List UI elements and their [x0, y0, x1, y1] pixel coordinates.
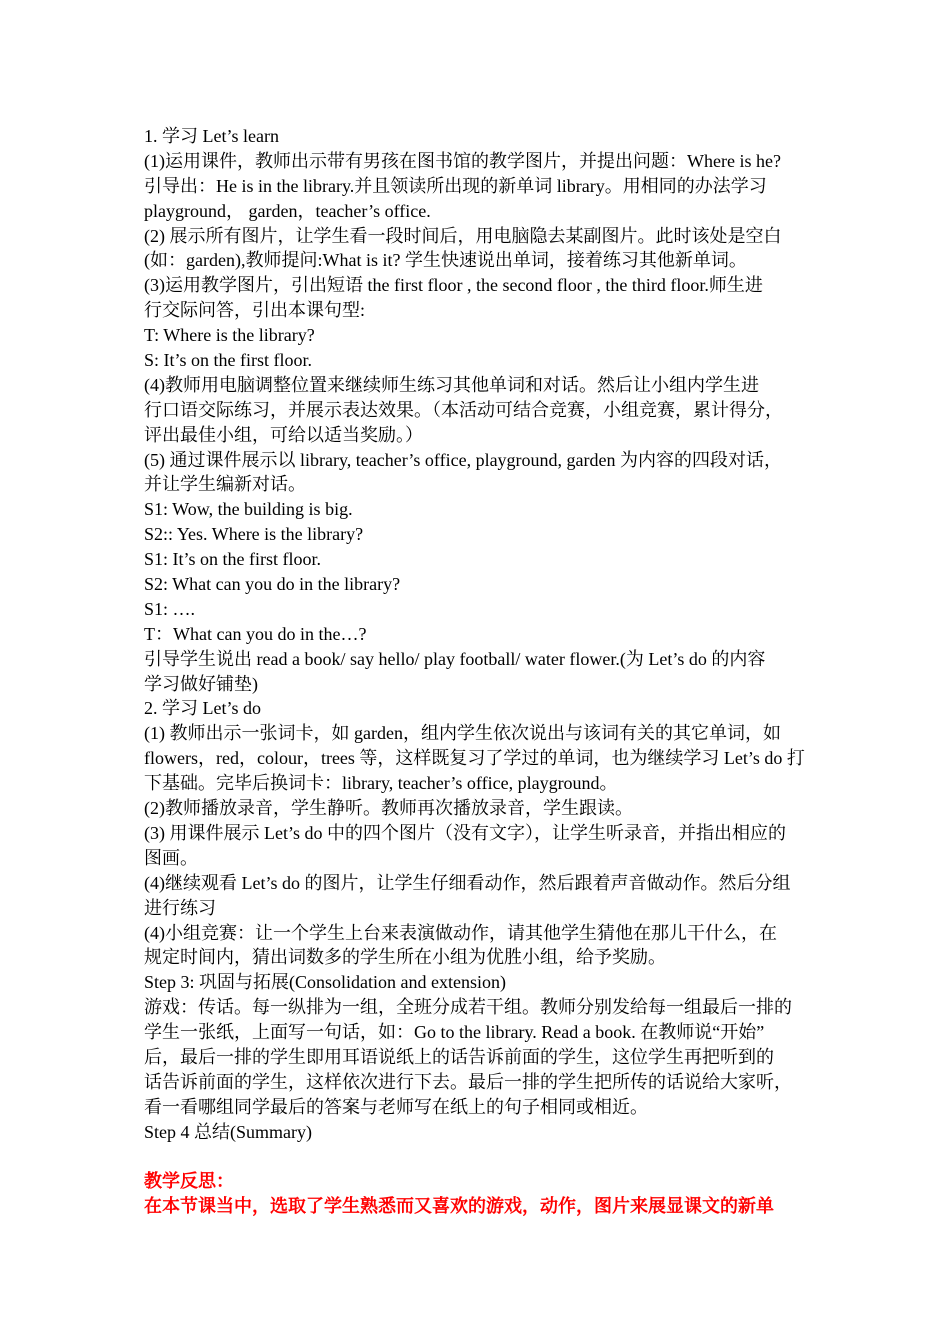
text-line: (2) 展示所有图片，让学生看一段时间后，用电脑隐去某副图片。此时该处是空白 — [144, 225, 782, 246]
text-line: playground， garden，teacher’s office. — [144, 200, 431, 221]
text-line: 游戏：传话。每一纵排为一组，全班分成若干组。教师分别发给每一组最后一排的 — [144, 997, 792, 1018]
text-line: (3) 用课件展示 Let’s do 中的四个图片（没有文字），让学生听录音，并指出相应的 — [144, 822, 786, 843]
text-line: 引导学生说出 read a book/ say hello/ play football/ water flower.(为 Let’s do 的内容 — [144, 648, 766, 669]
text-line: 学习做好铺垫) — [144, 673, 258, 694]
reflection-line: 在本节课当中，选取了学生熟悉而又喜欢的游戏，动作，图片来展显课文的新单 — [144, 1196, 774, 1217]
text-line: (1)运用课件，教师出示带有男孩在图书馆的教学图片，并提出问题：Where is he? — [144, 150, 781, 171]
text-line: (1) 教师出示一张词卡，如 garden，组内学生依次说出与该词有关的其它单词，如 — [144, 723, 781, 744]
text-line: S1: It’s on the first floor. — [144, 549, 321, 570]
text-line: S2:: Yes. Where is the library? — [144, 524, 364, 545]
text-line: 规定时间内，猜出词数多的学生所在小组为优胜小组，给予奖励。 — [144, 947, 666, 968]
text-line: 并让学生编新对话。 — [144, 474, 306, 495]
text-line: 行交际问答，引出本课句型: — [144, 300, 365, 321]
text-line: 行口语交际练习，并展示表达效果。（本活动可结合竞赛，小组竞赛，累计得分， — [144, 399, 783, 420]
text-line: (2)教师播放录音，学生静听。教师再次播放录音，学生跟读。 — [144, 798, 633, 819]
text-line: (4)教师用电脑调整位置来继续师生练习其他单词和对话。然后让小组内学生进 — [144, 374, 759, 395]
text-line: 进行练习 — [144, 897, 216, 918]
text-line: Step 3: 巩固与拓展(Consolidation and extension) — [144, 972, 506, 993]
text-line: T: Where is the library? — [144, 325, 315, 346]
text-line: 2. 学习 Let’s do — [144, 698, 261, 719]
document-body — [144, 124, 824, 1219]
text-line: T：What can you do in the…? — [144, 623, 367, 644]
text-line: (4)继续观看 Let’s do 的图片，让学生仔细看动作，然后跟着声音做动作。然后分组 — [144, 872, 791, 893]
text-line: 看一看哪组同学最后的答案与老师写在纸上的句子相同或相近。 — [144, 1096, 648, 1117]
text-line: flowers，red，colour，trees 等，这样既复习了学过的单词，也为继续学习 Let’s do 打 — [144, 748, 805, 769]
text-line: (5) 通过课件展示以 library, teacher’s office, playground, garden 为内容的四段对话， — [144, 449, 783, 470]
text-line: S1: …. — [144, 598, 196, 619]
text-line: S2: What can you do in the library? — [144, 574, 401, 595]
blank-line — [144, 1145, 824, 1170]
text-line: S1: Wow, the building is big. — [144, 499, 353, 520]
text-line: (3)运用教学图片，引出短语 the first floor , the second floor , the third floor.师生进 — [144, 275, 763, 296]
text-line: 后，最后一排的学生即用耳语说纸上的话告诉前面的学生，这位学生再把听到的 — [144, 1046, 774, 1067]
reflection-line: 教学反思： — [144, 1171, 234, 1192]
text-line: 1. 学习 Let’s learn — [144, 126, 279, 146]
text-line: 评出最佳小组，可给以适当奖励。） — [144, 424, 423, 445]
text-line: 话告诉前面的学生，这样依次进行下去。最后一排的学生把所传的话说给大家听， — [144, 1071, 792, 1092]
text-line: Step 4 总结(Summary) — [144, 1121, 312, 1142]
text-line: (4)小组竞赛：让一个学生上台来表演做动作，请其他学生猜他在那儿干什么，在 — [144, 922, 777, 943]
text-line: S: It’s on the first floor. — [144, 350, 312, 371]
text-line: 下基础。完毕后换词卡：library, teacher’s office, playground。 — [144, 773, 618, 794]
text-line: 引导出：He is in the library.并且领读所出现的新单词 library。用相同的办法学习 — [144, 175, 767, 196]
text-line: (如：garden),教师提问:What is it? 学生快速说出单词，接着练习其他新单词。 — [144, 250, 747, 271]
text-line: 图画。 — [144, 847, 198, 868]
text-line: 学生一张纸，上面写一句话，如：Go to the library. Read a book. 在教师说“开始” — [144, 1022, 765, 1043]
